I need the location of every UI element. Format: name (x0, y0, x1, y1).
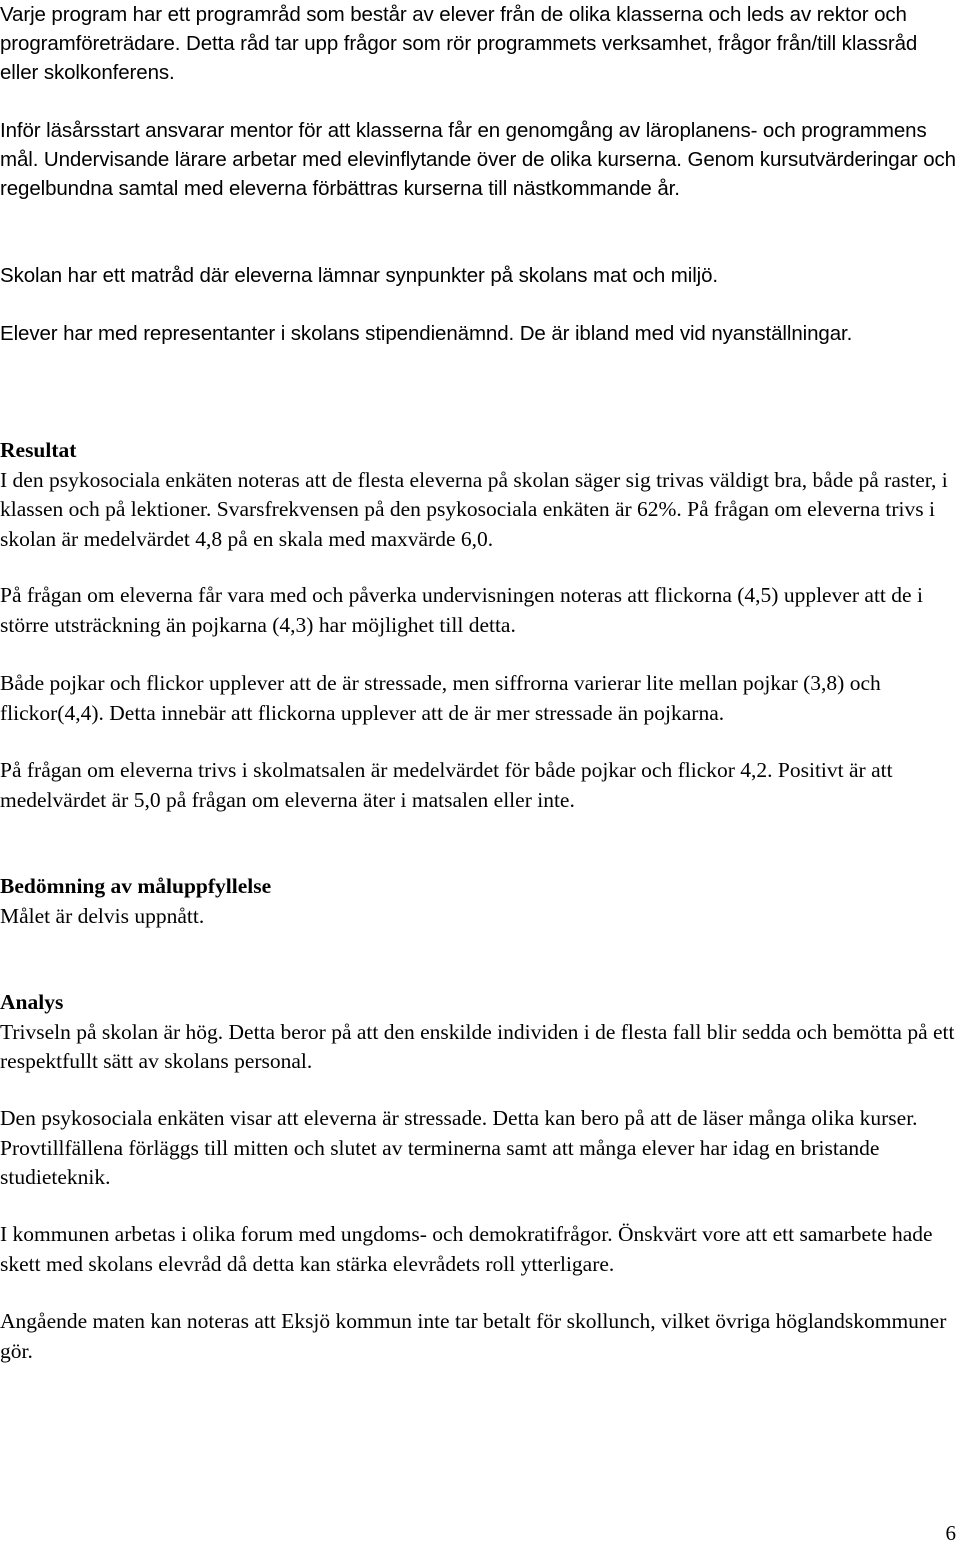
paragraph-resultat-paverka: På frågan om eleverna får vara med och påverka undervisningen noteras att flickorna (4,5) upplever att de i större utsträckning än pojkarna (4,3) har möjlighet till detta. (0, 583, 923, 637)
paragraph-resultat-stress: Både pojkar och flickor upplever att de är stressade, men siffrorna varierar lite mellan pojkar (3,8) och flickor(4,4). Detta innebär att flickorna upplever att de är mer stressade än pojkarna. (0, 671, 881, 725)
section-analys (0, 988, 956, 1077)
paragraph-analys-maten: Angående maten kan noteras att Eksjö kommun inte tar betalt för skollunch, vilket övriga höglandskommuner gör. (0, 1309, 947, 1363)
paragraph-resultat-matsal: På frågan om eleverna trivs i skolmatsalen är medelvärdet för både pojkar och flickor 4,2. Positivt är att medelvärdet är 5,0 på frågan om eleverna äter i matsalen eller inte. (0, 758, 893, 812)
section-resultat (0, 436, 956, 554)
paragraph-lasarsstart: Inför läsårsstart ansvarar mentor för att klasserna får en genomgång av läroplanens- och programmens mål. Undervisande lärare arbetar med elevinflytande över de olika kurserna. Genom kursutvärderingar och regelbundna samtal med eleverna förbättras kurserna till nästkommande år. (0, 119, 956, 200)
paragraph-analys-trivsel: Trivseln på skolan är hög. Detta beror på att den enskilde individen i de flesta fall blir sedda och bemötta på ett respektfullt sätt av skolans personal. (0, 1019, 955, 1073)
paragraph-resultat-enkat: I den psykosociala enkäten noteras att de flesta eleverna på skolan säger sig trivas väldigt bra, både på raster, i klassen och på lektioner. Svarsfrekvensen på den psykosociala enkäten är 62%. På frågan om eleverna trivs i skolan är medelvärdet 4,8 på en skala med maxvärde 6,0. (0, 467, 948, 551)
heading-analys: Analys (0, 990, 64, 1014)
section-bedomning (0, 872, 956, 931)
paragraph-analys-kommun: I kommunen arbetas i olika forum med ungdoms- och demokratifrågor. Önskvärt vore att ett samarbete hade skett med skolans elevråd då detta kan stärka elevrådets roll ytterligare. (0, 1222, 933, 1276)
paragraph-analys-stress: Den psykosociala enkäten visar att eleverna är stressade. Detta kan bero på att de läser många olika kurser. Provtillfällena förläggs till mitten och slutet av terminerna samt att många elever har idag en bristande studieteknik. (0, 1106, 918, 1189)
page-number: 6 (945, 1521, 956, 1545)
paragraph-programrad: Varje program har ett programråd som består av elever från de olika klasserna och leds av rektor och programföreträdare. Detta råd tar upp frågor som rör programmets verksamhet, frågor från/till klassråd eller skolkonferens. (0, 3, 918, 84)
paragraph-matrad: Skolan har ett matråd där eleverna lämnar synpunkter på skolans mat och miljö. (0, 264, 719, 287)
heading-resultat: Resultat (0, 438, 77, 462)
heading-bedomning: Bedömning av måluppfyllelse (0, 874, 272, 898)
paragraph-stipendienamnd: Elever har med representanter i skolans stipendienämnd. De är ibland med vid nyanställningar. (0, 322, 853, 345)
paragraph-bedomning: Målet är delvis uppnått. (0, 903, 205, 928)
